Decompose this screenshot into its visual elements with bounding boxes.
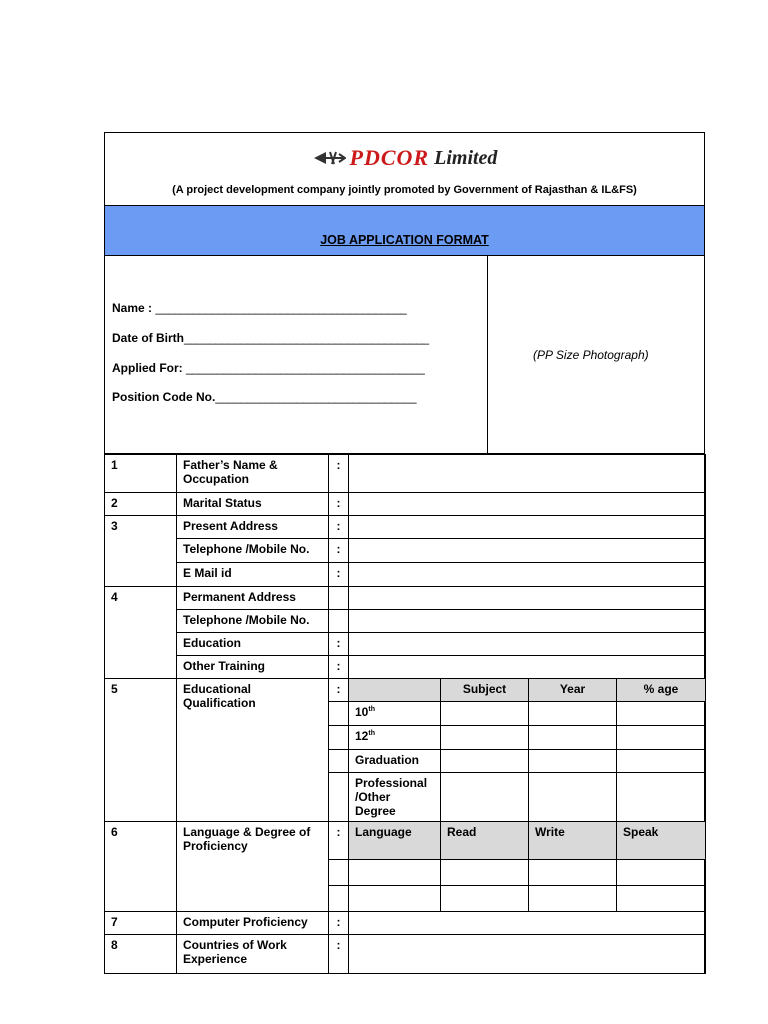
language-proficiency-label: Language & Degree of Proficiency bbox=[177, 822, 329, 912]
row-number: 7 bbox=[105, 912, 177, 935]
table-row bbox=[105, 516, 706, 539]
education-header-subject: Subject bbox=[441, 679, 529, 702]
colon: : bbox=[329, 935, 349, 974]
colon-empty bbox=[329, 860, 349, 886]
language-input[interactable] bbox=[349, 860, 441, 886]
write-input[interactable] bbox=[529, 886, 617, 912]
subject-graduation-input[interactable] bbox=[441, 750, 529, 773]
permanent-telephone-label: Telephone /Mobile No. bbox=[177, 610, 329, 633]
company-tagline: (A project development company jointly promoted by Government of Rajasthan & IL&FS) bbox=[172, 184, 637, 196]
speak-input[interactable] bbox=[617, 886, 706, 912]
percentage-10th-input[interactable] bbox=[617, 702, 706, 726]
countries-work-experience-label: Countries of Work Experience bbox=[177, 935, 329, 974]
language-header-write: Write bbox=[529, 822, 617, 860]
details-table bbox=[104, 454, 706, 974]
email-input[interactable] bbox=[349, 563, 706, 587]
colon: : bbox=[329, 822, 349, 860]
form-header bbox=[105, 133, 704, 206]
table-row bbox=[105, 633, 706, 656]
title-band bbox=[105, 206, 704, 256]
table-row bbox=[105, 912, 706, 935]
language-input[interactable] bbox=[349, 886, 441, 912]
percentage-professional-input[interactable] bbox=[617, 773, 706, 822]
fathers-name-label: Father’s Name & Occupation bbox=[177, 455, 329, 493]
colon: : bbox=[329, 516, 349, 539]
computer-proficiency-input[interactable] bbox=[349, 912, 706, 935]
position-code-field[interactable] bbox=[112, 390, 416, 404]
colon-empty bbox=[329, 610, 349, 633]
row-number: 5 bbox=[105, 679, 177, 822]
colon: : bbox=[329, 455, 349, 493]
row-number: 4 bbox=[105, 587, 177, 679]
education-header-year: Year bbox=[529, 679, 617, 702]
language-header-read: Read bbox=[441, 822, 529, 860]
colon-empty bbox=[329, 702, 349, 726]
percentage-12th-input[interactable] bbox=[617, 726, 706, 750]
colon: : bbox=[329, 912, 349, 935]
photo-placeholder[interactable]: (PP Size Photograph) bbox=[533, 348, 649, 362]
subject-12th-input[interactable] bbox=[441, 726, 529, 750]
colon: : bbox=[329, 493, 349, 516]
year-graduation-input[interactable] bbox=[529, 750, 617, 773]
education-input[interactable] bbox=[349, 633, 706, 656]
colon: : bbox=[329, 679, 349, 702]
table-row bbox=[105, 610, 706, 633]
row-number: 1 bbox=[105, 455, 177, 493]
read-input[interactable] bbox=[441, 860, 529, 886]
education-header-percentage: % age bbox=[617, 679, 706, 702]
countries-work-experience-input[interactable] bbox=[349, 935, 706, 974]
applied-for-field[interactable] bbox=[112, 361, 424, 375]
language-header-speak: Speak bbox=[617, 822, 706, 860]
write-input[interactable] bbox=[529, 860, 617, 886]
education-header-blank bbox=[349, 679, 441, 702]
speak-input[interactable] bbox=[617, 860, 706, 886]
computer-proficiency-label: Computer Proficiency bbox=[177, 912, 329, 935]
job-application-form bbox=[104, 132, 705, 974]
other-training-input[interactable] bbox=[349, 656, 706, 679]
table-row bbox=[105, 493, 706, 516]
dob-blank[interactable]: _______________________________________ bbox=[184, 331, 429, 345]
year-professional-input[interactable] bbox=[529, 773, 617, 822]
year-12th-input[interactable] bbox=[529, 726, 617, 750]
fathers-name-input[interactable] bbox=[349, 455, 706, 493]
colon-empty bbox=[329, 750, 349, 773]
position-code-label: Position Code No. bbox=[112, 390, 216, 404]
row-number: 6 bbox=[105, 822, 177, 912]
table-row bbox=[105, 679, 706, 702]
dob-field[interactable] bbox=[112, 331, 429, 345]
percentage-graduation-input[interactable] bbox=[617, 750, 706, 773]
personal-details-section bbox=[105, 256, 704, 454]
present-telephone-input[interactable] bbox=[349, 539, 706, 563]
name-label: Name : bbox=[112, 301, 156, 315]
row-number: 3 bbox=[105, 516, 177, 587]
present-address-label: Present Address bbox=[177, 516, 329, 539]
marital-status-label: Marital Status bbox=[177, 493, 329, 516]
brand-suffix: Limited bbox=[434, 146, 498, 169]
permanent-address-label: Permanent Address bbox=[177, 587, 329, 610]
level-professional: Professional /Other Degree bbox=[349, 773, 441, 822]
colon-empty bbox=[329, 587, 349, 610]
company-logo bbox=[105, 145, 704, 171]
row-number: 8 bbox=[105, 935, 177, 974]
brand-name: PDCOR bbox=[349, 145, 430, 170]
table-row bbox=[105, 935, 706, 974]
colon: : bbox=[329, 563, 349, 587]
language-header-language: Language bbox=[349, 822, 441, 860]
subject-professional-input[interactable] bbox=[441, 773, 529, 822]
form-title: JOB APPLICATION FORMAT bbox=[320, 233, 489, 247]
table-row bbox=[105, 656, 706, 679]
position-code-blank[interactable]: ________________________________ bbox=[215, 390, 417, 404]
colon: : bbox=[329, 539, 349, 563]
applied-for-label: Applied For: bbox=[112, 361, 186, 375]
colon-empty bbox=[329, 726, 349, 750]
email-label: E Mail id bbox=[177, 563, 329, 587]
permanent-telephone-input[interactable] bbox=[349, 610, 706, 633]
present-telephone-label: Telephone /Mobile No. bbox=[177, 539, 329, 563]
year-10th-input[interactable] bbox=[529, 702, 617, 726]
educational-qualification-label: Educational Qualification bbox=[177, 679, 329, 822]
table-row bbox=[105, 455, 706, 493]
name-field[interactable] bbox=[112, 301, 406, 315]
level-graduation: Graduation bbox=[349, 750, 441, 773]
table-row bbox=[105, 822, 706, 860]
applied-for-blank[interactable]: ______________________________________ bbox=[186, 361, 425, 375]
photo-divider bbox=[487, 256, 488, 453]
colon-empty bbox=[329, 773, 349, 822]
permanent-address-input[interactable] bbox=[349, 587, 706, 610]
level-10th: 10th bbox=[349, 702, 441, 726]
row-number: 2 bbox=[105, 493, 177, 516]
table-row bbox=[105, 587, 706, 610]
colon: : bbox=[329, 656, 349, 679]
subject-10th-input[interactable] bbox=[441, 702, 529, 726]
education-label: Education bbox=[177, 633, 329, 656]
colon-empty bbox=[329, 886, 349, 912]
read-input[interactable] bbox=[441, 886, 529, 912]
other-training-label: Other Training bbox=[177, 656, 329, 679]
table-row bbox=[105, 539, 706, 563]
colon: : bbox=[329, 633, 349, 656]
dob-label: Date of Birth bbox=[112, 331, 184, 345]
name-blank[interactable]: ________________________________________ bbox=[155, 301, 407, 315]
level-12th: 12th bbox=[349, 726, 441, 750]
pdcor-logo-icon bbox=[312, 149, 346, 167]
table-row bbox=[105, 563, 706, 587]
present-address-input[interactable] bbox=[349, 516, 706, 539]
marital-status-input[interactable] bbox=[349, 493, 706, 516]
